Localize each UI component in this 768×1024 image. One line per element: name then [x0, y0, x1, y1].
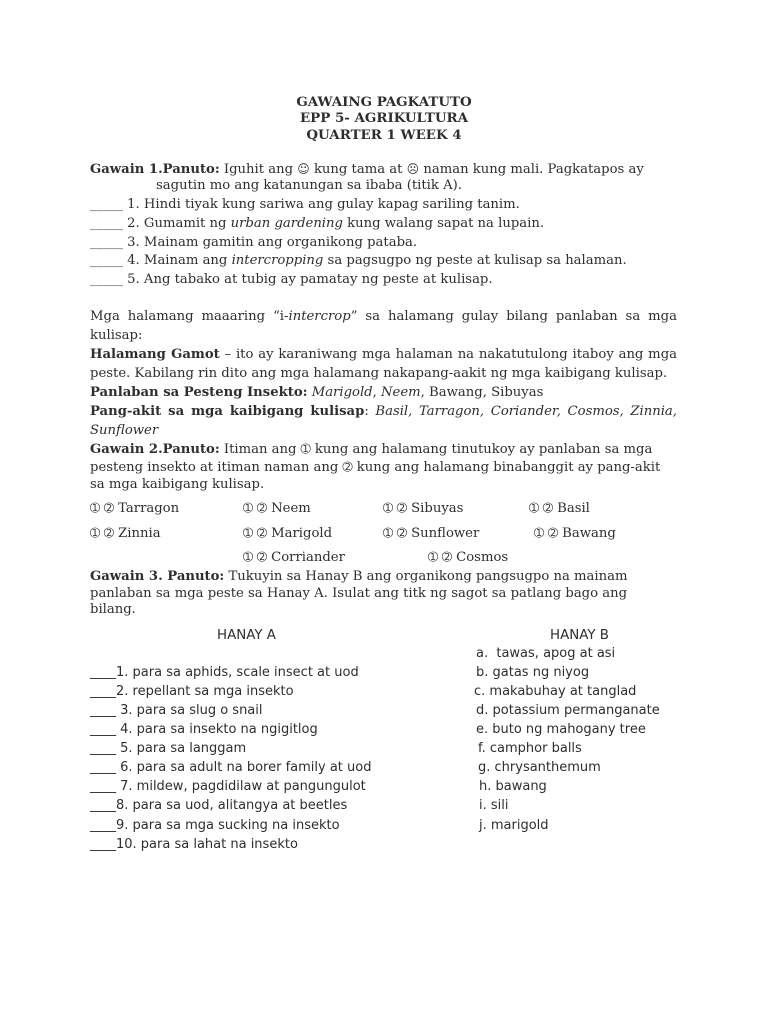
hanay-a-item: ____1. para sa aphids, scale insect at uod [90, 665, 359, 680]
choice-sunflower[interactable]: ➀ ➁ Sunflower [383, 526, 480, 541]
choice-tarragon[interactable]: ➀ ➁ Tarragon [90, 501, 180, 516]
hanay-b-item: a. tawas, apog at asi [476, 646, 616, 661]
gawain1-instruction: Gawain 1.Panuto: Iguhit ang ☺ kung tama at ☹ naman kung mali. Pagkatapos ay [90, 162, 644, 177]
hanay-b-item: i. sili [479, 798, 509, 813]
hanay-a-item: ____8. para sa uod, alitangya at beetles [90, 798, 348, 813]
answer-bubbles-icon[interactable]: ➀ ➁ [90, 526, 114, 540]
gawain1-instruction-line2: sagutin mo ang katanungan sa ibaba (titik A). [156, 178, 462, 193]
gawain1-item-5: _____ 5. Ang tabako at tubig ay pamatay ng peste at kulisap. [90, 272, 493, 287]
gawain1-item-4: _____ 4. Mainam ang intercropping sa pagsugpo ng peste at kulisap sa halaman. [90, 253, 627, 268]
answer-bubbles-icon[interactable]: ➀ ➁ [383, 526, 407, 540]
choice-basil[interactable]: ➀ ➁ Basil [529, 501, 590, 516]
hanay-a-item: ____9. para sa mga sucking na insekto [90, 818, 340, 833]
circled-two-icon: ➁ [342, 460, 353, 474]
choice-zinnia[interactable]: ➀ ➁ Zinnia [90, 526, 161, 541]
gawain3-instruction: Gawain 3. Panuto: Tukuyin sa Hanay B ang organikong pangsugpo na mainam [90, 569, 628, 584]
gawain1-item-3: _____ 3. Mainam gamitin ang organikong pataba. [90, 235, 418, 250]
choice-sibuyas[interactable]: ➀ ➁ Sibuyas [383, 501, 464, 516]
gawain1-item-1: _____ 1. Hindi tiyak kung sariwa ang gulay kapag sariling tanim. [90, 197, 520, 212]
halamang-gamot-definition: Halamang Gamot – ito ay karaniwang mga halaman na nakatutulong itaboy ang mga [90, 347, 677, 362]
frown-icon: ☹ [406, 162, 420, 176]
choice-cosmos[interactable]: ➀ ➁ Cosmos [428, 550, 509, 565]
hanay-b-item: e. buto ng mahogany tree [476, 722, 646, 737]
panlaban-list: Panlaban sa Pesteng Insekto: Marigold, Neem, Bawang, Sibuyas [90, 385, 544, 400]
answer-bubbles-icon[interactable]: ➀ ➁ [243, 550, 267, 564]
hanay-b-item: j. marigold [479, 818, 549, 833]
hanay-b-header: HANAY B [550, 628, 609, 643]
answer-bubbles-icon[interactable]: ➀ ➁ [534, 526, 558, 540]
pang-akit-label: Pang-akit sa mga kaibigang kulisap [90, 404, 365, 419]
hanay-b-item: c. makabuhay at tanglad [474, 684, 637, 699]
hanay-b-item: h. bawang [479, 779, 547, 794]
hanay-a-item: ____ 6. para sa adult na borer family at uod [90, 760, 372, 775]
gawain3-instruction-line2: panlaban sa mga peste sa Hanay A. Isulat ang titk ng sagot sa patlang bago ang [90, 586, 628, 601]
answer-bubbles-icon[interactable]: ➀ ➁ [90, 501, 114, 515]
hanay-a-item: ____ 4. para sa insekto na ngigitlog [90, 722, 318, 737]
intercrop-intro: Mga halamang maaaring “i-intercrop” sa halamang gulay bilang panlaban sa mga [90, 309, 677, 324]
gawain3-instruction-line3: bilang. [90, 602, 136, 617]
choice-bawang[interactable]: ➀ ➁ Bawang [534, 526, 616, 541]
subject-title: EPP 5- AGRIKULTURA [299, 110, 469, 126]
panlaban-label: Panlaban sa Pesteng Insekto: [90, 385, 308, 400]
worksheet-title: GAWAING PAGKATUTO [296, 94, 472, 110]
answer-bubbles-icon[interactable]: ➀ ➁ [428, 550, 452, 564]
hanay-a-item: ____ 3. para sa slug o snail [90, 703, 263, 718]
gawain1-label: Gawain 1.Panuto: [90, 162, 220, 177]
gawain2-instruction-line3: sa mga kaibigang kulisap. [90, 477, 265, 492]
hanay-a-item: ____10. para sa lahat na insekto [90, 837, 298, 852]
quarter-week-title: QUARTER 1 WEEK 4 [306, 127, 462, 143]
hanay-b-item: f. camphor balls [478, 741, 582, 756]
gawain3-label: Gawain 3. Panuto: [90, 569, 225, 584]
hanay-a-item: ____ 5. para sa langgam [90, 741, 247, 756]
intercrop-intro-line2: kulisap: [90, 328, 143, 343]
answer-bubbles-icon[interactable]: ➀ ➁ [529, 501, 553, 515]
pang-akit-list-line2: Sunflower [90, 423, 159, 438]
gawain2-instruction-line2: pesteng insekto at itiman naman ang ➁ kung ang halamang binabanggit ay pang-akit [90, 460, 661, 475]
hanay-b-item: d. potassium permanganate [476, 703, 660, 718]
answer-bubbles-icon[interactable]: ➀ ➁ [243, 501, 267, 515]
halamang-gamot-definition-line2: peste. Kabilang rin dito ang mga halamang nakapang-aakit ng mga kaibigang kulisap. [90, 366, 668, 381]
choice-marigold[interactable]: ➀ ➁ Marigold [243, 526, 333, 541]
hanay-a-header: HANAY A [217, 628, 276, 643]
pang-akit-list: Pang-akit sa mga kaibigang kulisap: Basil, Tarragon, Coriander, Cosmos, Zinnia, [90, 404, 677, 419]
answer-bubbles-icon[interactable]: ➀ ➁ [383, 501, 407, 515]
gawain2-label: Gawain 2.Panuto: [90, 442, 220, 457]
choice-corriander[interactable]: ➀ ➁ Corriander [243, 550, 345, 565]
smiley-icon: ☺ [297, 162, 310, 176]
hanay-a-item: ____2. repellant sa mga insekto [90, 684, 294, 699]
halamang-gamot-label: Halamang Gamot [90, 347, 220, 362]
hanay-a-item: ____ 7. mildew, pagdidilaw at pangungulot [90, 779, 366, 794]
answer-bubbles-icon[interactable]: ➀ ➁ [243, 526, 267, 540]
gawain2-instruction: Gawain 2.Panuto: Itiman ang ➀ kung ang halamang tinutukoy ay panlaban sa mga [90, 442, 653, 457]
circled-one-icon: ➀ [300, 442, 311, 456]
hanay-b-item: g. chrysanthemum [478, 760, 601, 775]
choice-neem[interactable]: ➀ ➁ Neem [243, 501, 311, 516]
gawain1-item-2: _____ 2. Gumamit ng urban gardening kung walang sapat na lupain. [90, 216, 545, 231]
hanay-b-item: b. gatas ng niyog [476, 665, 590, 680]
